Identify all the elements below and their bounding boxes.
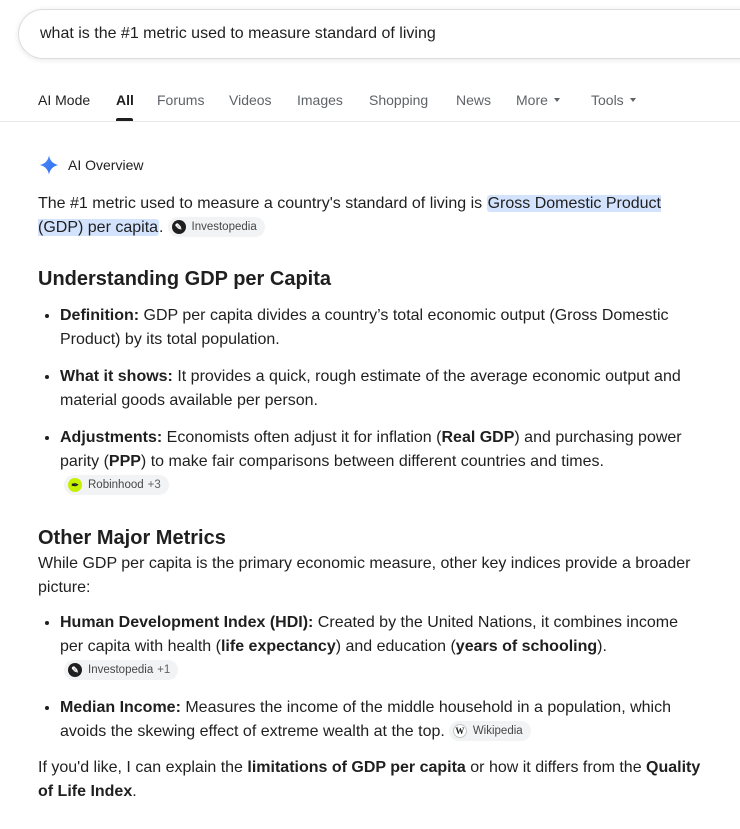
bullet-text: Measures the income of the middle household in a population, which avoids the skewing effect of extreme wealth at the top. [60,699,671,740]
chevron-down-icon [554,98,560,102]
tab-all[interactable]: All [116,92,134,108]
tab-more-label: More [516,92,548,108]
investopedia-favicon-icon: ✎ [172,220,186,234]
tab-tools[interactable] [591,92,636,108]
highlighted-answer[interactable]: Gross Domestic Product (GDP) per capita [38,195,661,236]
gdp-bullet-list [38,303,702,498]
bullet-label: Adjustments: [60,429,163,446]
robinhood-feather-icon: ✒ [68,478,82,492]
search-input[interactable] [40,25,700,43]
source-chip-label: Investopedia [88,663,154,676]
list-item [60,303,702,352]
section-heading-gdp: Understanding GDP per Capita [38,268,332,290]
bold-term: limitations of GDP per capita [247,759,466,776]
intro-paragraph [38,192,702,240]
closing-text: If you'd like, I can explain the [38,759,248,776]
source-chip-label: Wikipedia [472,724,523,737]
bullet-text: Created by the United Nations, it combines income per capita with health ( [60,614,678,655]
bold-term: life expectancy [220,638,336,655]
closing-text: . [132,783,137,800]
other-bullet-list [38,610,702,744]
bold-term: Quality of Life Index [38,759,701,800]
bold-term: years of schooling [455,638,598,655]
tab-tools-label: Tools [591,92,624,108]
tabs-divider [0,121,740,122]
bold-term: PPP [108,453,141,470]
intro-period: . [159,219,164,236]
bullet-label: What it shows: [60,368,173,385]
tab-ai-mode[interactable]: AI Mode [38,92,91,108]
bullet-label: Definition: [60,307,140,324]
tab-forums[interactable]: Forums [157,92,205,108]
ai-overview-content [38,192,702,804]
bullet-text: It provides a quick, rough estimate of the average economic output and material goods available per person. [60,368,681,409]
bullet-text: ). [597,638,607,655]
ai-overview-title: AI Overview [68,157,144,173]
list-item [60,425,702,498]
list-item [60,695,702,744]
source-chip-wikipedia[interactable] [449,721,531,741]
bold-term: Real GDP [441,429,515,446]
wikipedia-w-icon: W [453,724,467,738]
intro-text: The #1 metric used to measure a country's standard of living is [38,195,487,212]
source-chip-robinhood[interactable] [64,475,169,495]
bullet-label: Human Development Index (HDI): [60,614,314,631]
investopedia-favicon-icon: ✎ [68,663,82,677]
bullet-text: Economists often adjust it for inflation ( [162,429,442,446]
tab-more[interactable] [516,92,560,108]
list-item [60,364,702,413]
source-chip-count: +1 [157,663,171,676]
closing-paragraph [38,756,702,804]
source-chip-count: +3 [147,478,161,491]
bullet-text: ) to make fair comparisons between different countries and times. [140,453,604,470]
gemini-sparkle-icon [38,154,60,176]
list-item [60,610,702,683]
source-chip-label: Investopedia [191,220,257,233]
search-box[interactable] [18,9,740,59]
bullet-label: Median Income: [60,699,181,716]
section-intro: While GDP per capita is the primary economic measure, other key indices provide a broader picture: [38,555,691,596]
ai-overview-header [38,153,143,177]
chevron-down-icon [630,98,636,102]
closing-text: or how it differs from the [465,759,647,776]
tab-images[interactable]: Images [297,92,343,108]
bullet-text: ) and purchasing power parity ( [60,429,682,470]
source-chip-label: Robinhood [88,478,144,491]
section-heading-other: Other Major Metrics [38,527,226,549]
source-chip-investopedia[interactable] [168,217,265,237]
tab-shopping[interactable]: Shopping [369,92,429,108]
source-chip-investopedia[interactable] [64,660,178,680]
search-tabs [0,84,740,122]
tab-news[interactable]: News [456,92,492,108]
bullet-text: ) and education ( [335,638,456,655]
tab-videos[interactable]: Videos [229,92,272,108]
bullet-text: GDP per capita divides a country’s total economic output (Gross Domestic Product) by its total population. [60,307,669,348]
